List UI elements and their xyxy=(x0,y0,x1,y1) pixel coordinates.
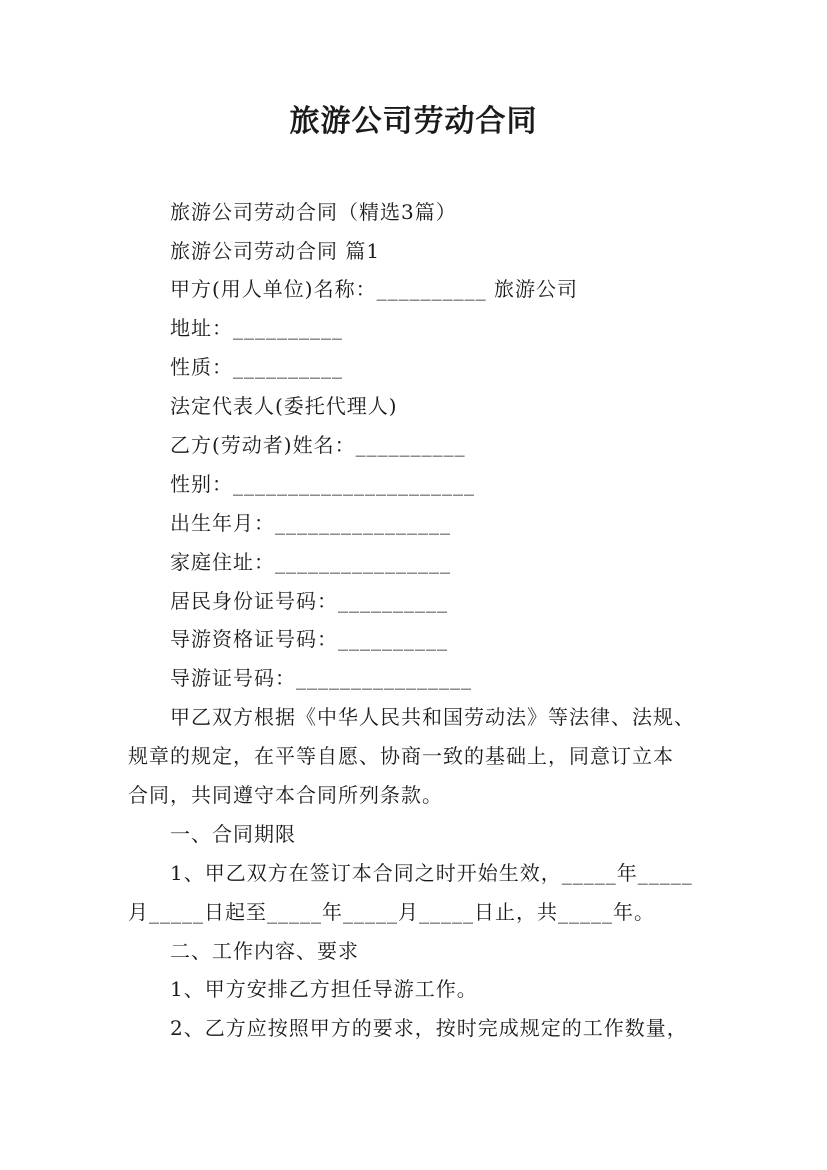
paragraph-line: 规章的规定，在平等自愿、协商一致的基础上，同意订立本 xyxy=(128,744,674,768)
paragraph-line: 1、甲方安排乙方担任导游工作。 xyxy=(170,977,478,1001)
text-line: 旅游公司劳动合同 篇1 xyxy=(170,239,381,263)
paragraph-line: 合同，共同遵守本合同所列条款。 xyxy=(128,783,443,807)
section-heading: 一、合同期限 xyxy=(170,822,296,846)
text-line: 乙方(劳动者)姓名：__________ xyxy=(170,433,466,457)
text-line: 出生年月：________________ xyxy=(170,511,451,535)
text-line: 性质：__________ xyxy=(170,355,343,379)
paragraph-line: 月_____日起至_____年_____月_____日止，共_____年。 xyxy=(128,900,655,924)
text-line: 地址：__________ xyxy=(170,316,343,340)
text-line: 法定代表人(委托代理人) xyxy=(170,394,398,418)
text-line: 家庭住址：________________ xyxy=(170,550,451,574)
paragraph-line: 2、乙方应按照甲方的要求，按时完成规定的工作数量， xyxy=(170,1016,688,1040)
text-line: 导游证号码：________________ xyxy=(170,666,472,690)
section-heading: 二、工作内容、要求 xyxy=(170,939,359,963)
document-title: 旅游公司劳动合同 xyxy=(289,104,538,139)
paragraph-line: 甲乙双方根据《中华人民共和国劳动法》等法律、法规、 xyxy=(170,705,695,729)
text-line: 导游资格证号码：__________ xyxy=(170,627,448,651)
text-line: 甲方(用人单位)名称：__________ 旅游公司 xyxy=(170,277,578,301)
text-line: 旅游公司劳动合同（精选3篇） xyxy=(170,200,457,224)
paragraph-line: 1、甲乙双方在签订本合同之时开始生效，_____年_____ xyxy=(170,861,693,885)
text-line: 性别：______________________ xyxy=(170,472,475,496)
text-line: 居民身份证号码：__________ xyxy=(170,589,448,613)
